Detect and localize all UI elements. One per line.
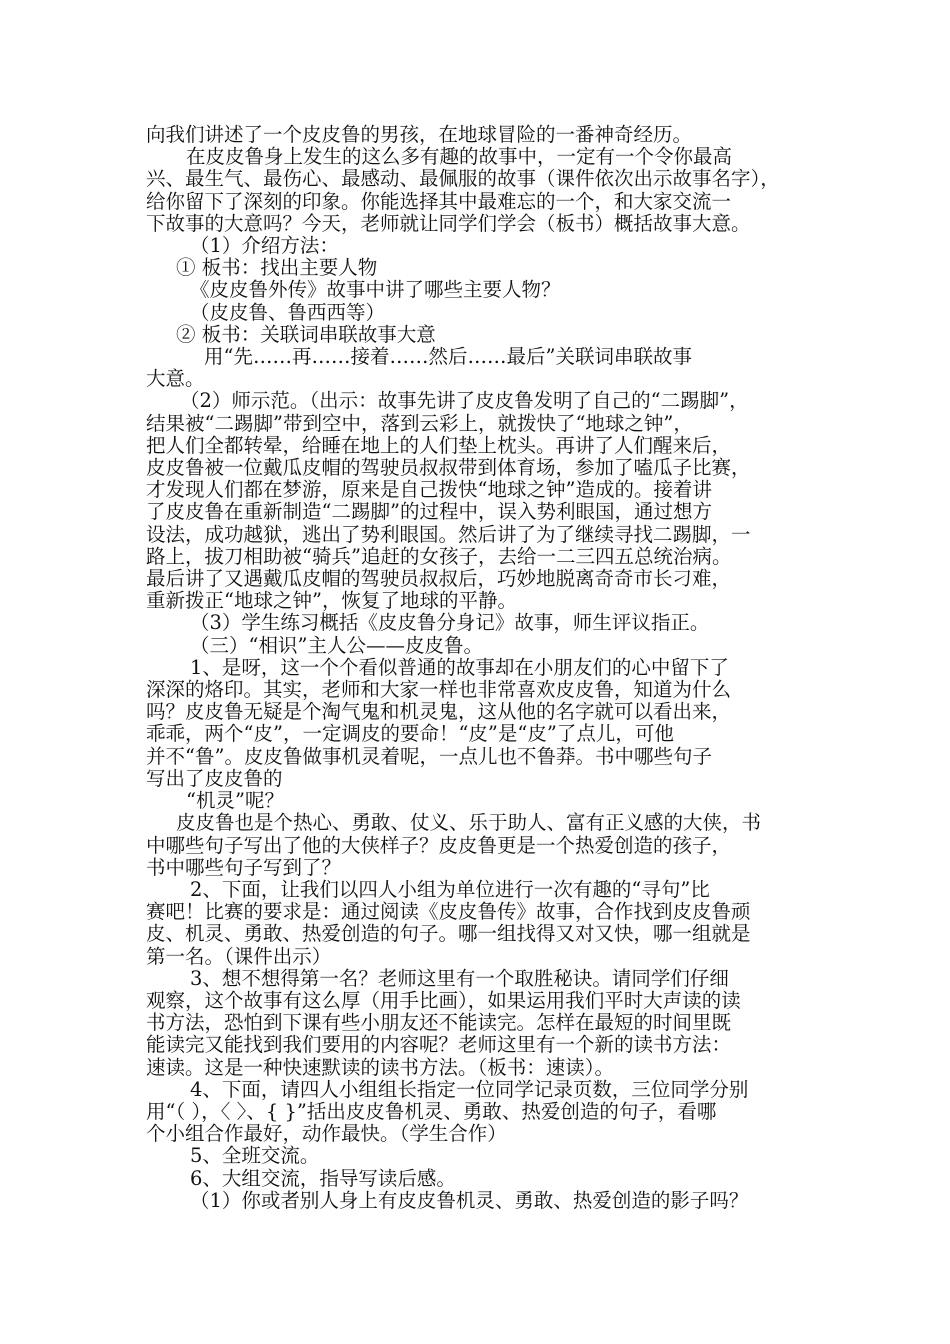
text-line: 2、下面，让我们以四人小组为单位进行一次有趣的“寻句”比	[190, 877, 710, 901]
document-body	[146, 124, 810, 1212]
text-line: 大意。	[146, 367, 205, 391]
text-line: 皮皮鲁也是个热心、勇敢、仗义、乐于助人、富有正义感的大侠，书	[176, 811, 762, 835]
text-line: 结果被“二踢脚”带到空中，落到云彩上，就拨快了“地球之钟”，	[146, 411, 693, 435]
text-line: 兴、最生气、最伤心、最感动、最佩服的故事（课件依次出示故事名字），	[146, 167, 780, 191]
text-line: （2）师示范。（出示：故事先讲了皮皮鲁发明了自己的“二踢脚”，	[180, 389, 749, 413]
text-line: 1、是呀，这一个个看似普通的故事却在小朋友们的心中留下了	[190, 655, 729, 679]
text-line: （皮皮鲁、鲁西西等）	[190, 300, 386, 324]
text-line: 写出了皮皮鲁的	[146, 766, 283, 790]
text-line: 深深的烙印。其实，老师和大家一样也非常喜欢皮皮鲁，知道为什么	[146, 678, 732, 702]
text-line: 吗？皮皮鲁无疑是个淘气鬼和机灵鬼，这从他的名字就可以看出来，	[146, 700, 732, 724]
text-line: 中哪些句子写出了他的大侠样子？皮皮鲁更是一个热爱创造的孩子，	[146, 833, 732, 857]
text-line: 能读完又能找到我们要用的内容呢？老师这里有一个新的读书方法：	[146, 1033, 732, 1057]
text-line: 5、全班交流。	[190, 1144, 320, 1168]
text-line: 用“（ ），〈 〉、{ }”括出皮皮鲁机灵、勇敢、热爱创造的句子，看哪	[146, 1099, 717, 1123]
text-line: （3）学生练习概括《皮皮鲁分身记》故事，师生评议指正。	[190, 611, 710, 635]
text-line: 在皮皮鲁身上发生的这么多有趣的故事中，一定有一个令你最高	[186, 145, 733, 169]
text-line: 向我们讲述了一个皮皮鲁的男孩，在地球冒险的一番神奇经历。	[146, 123, 693, 146]
text-line: 观察，这个故事有这么厚（用手比画），如果运用我们平时大声读的读	[146, 988, 741, 1012]
text-line: 个小组合作最好，动作最快。（学生合作）	[146, 1122, 507, 1146]
text-line: 第一名。（课件出示）	[146, 944, 332, 968]
text-line: 《皮皮鲁外传》故事中讲了哪些主要人物？	[190, 278, 561, 302]
text-line: 了皮皮鲁在重新制造“二踢脚”的过程中，误入势利眼国，通过想方	[146, 500, 712, 524]
text-line: 重新拨正“地球之钟”，恢复了地球的平静。	[146, 589, 517, 613]
text-line: 赛吧！比赛的要求是：通过阅读《皮皮鲁传》故事，合作找到皮皮鲁顽	[146, 900, 751, 924]
text-line: 速读。这是一种快速默读的读书方法。（板书：速读）。	[146, 1055, 615, 1079]
text-line: 6、大组交流，指导写读后感。	[190, 1166, 456, 1190]
text-line: 3、想不想得第一名？老师这里有一个取胜秘诀。请同学们仔细	[190, 966, 729, 990]
text-line: 皮皮鲁被一位戴瓜皮帽的驾驶员叔叔带到体育场，参加了嗑瓜子比赛，	[146, 456, 751, 480]
text-line: 书方法，恐怕到下课有些小朋友还不能读完。怎样在最短的时间里既	[146, 1011, 732, 1035]
text-line: 设法，成功越狱，逃出了势利眼国。然后讲了为了继续寻找二踢脚，一	[146, 522, 751, 546]
text-line: “机灵”呢？	[186, 789, 284, 813]
text-line: 并不“鲁”。皮皮鲁做事机灵着呢，一点儿也不鲁莽。书中哪些句子	[146, 744, 712, 768]
text-line: 皮、机灵、勇敢、热爱创造的句子。哪一组找得又对又快，哪一组就是	[146, 922, 751, 946]
text-line: ② 板书：关联词串联故事大意	[176, 322, 436, 346]
text-line: 用“先……再……接着……然后……最后”关联词串联故事	[204, 345, 692, 369]
text-line: 下故事的大意吗？今天，老师就让同学们学会（板书）概括故事大意。	[146, 211, 751, 235]
text-line: 书中哪些句子写到了？	[146, 855, 342, 879]
text-line: 最后讲了又遇戴瓜皮帽的驾驶员叔叔后，巧妙地脱离奇奇市长刁难，	[146, 567, 732, 591]
text-line: （三）“相识”主人公——皮皮鲁。	[190, 633, 483, 657]
text-line: （1）你或者别人身上有皮皮鲁机灵、勇敢、热爱创造的影子吗？	[190, 1188, 749, 1212]
text-line: 4、下面，请四人小组组长指定一位同学记录页数，三位同学分别	[190, 1077, 749, 1101]
text-line: ① 板书：找出主要人物	[176, 256, 378, 280]
text-line: 乖乖，两个“皮”，一定调皮的要命！“皮”是“皮”了点儿，可他	[146, 722, 674, 746]
text-line: （1）介绍方法：	[190, 234, 339, 258]
text-line: 把人们全都转晕，给睡在地上的人们垫上枕头。再讲了人们醒来后，	[146, 433, 732, 457]
text-line: 路上，拔刀相助被“骑兵”追赶的女孩子，去给一二三四五总统治病。	[146, 544, 732, 568]
text-line: 才发现人们都在梦游，原来是自己拨快“地球之钟”造成的。接着讲	[146, 478, 712, 502]
text-line: 给你留下了深刻的印象。你能选择其中最难忘的一个，和大家交流一	[146, 189, 732, 213]
